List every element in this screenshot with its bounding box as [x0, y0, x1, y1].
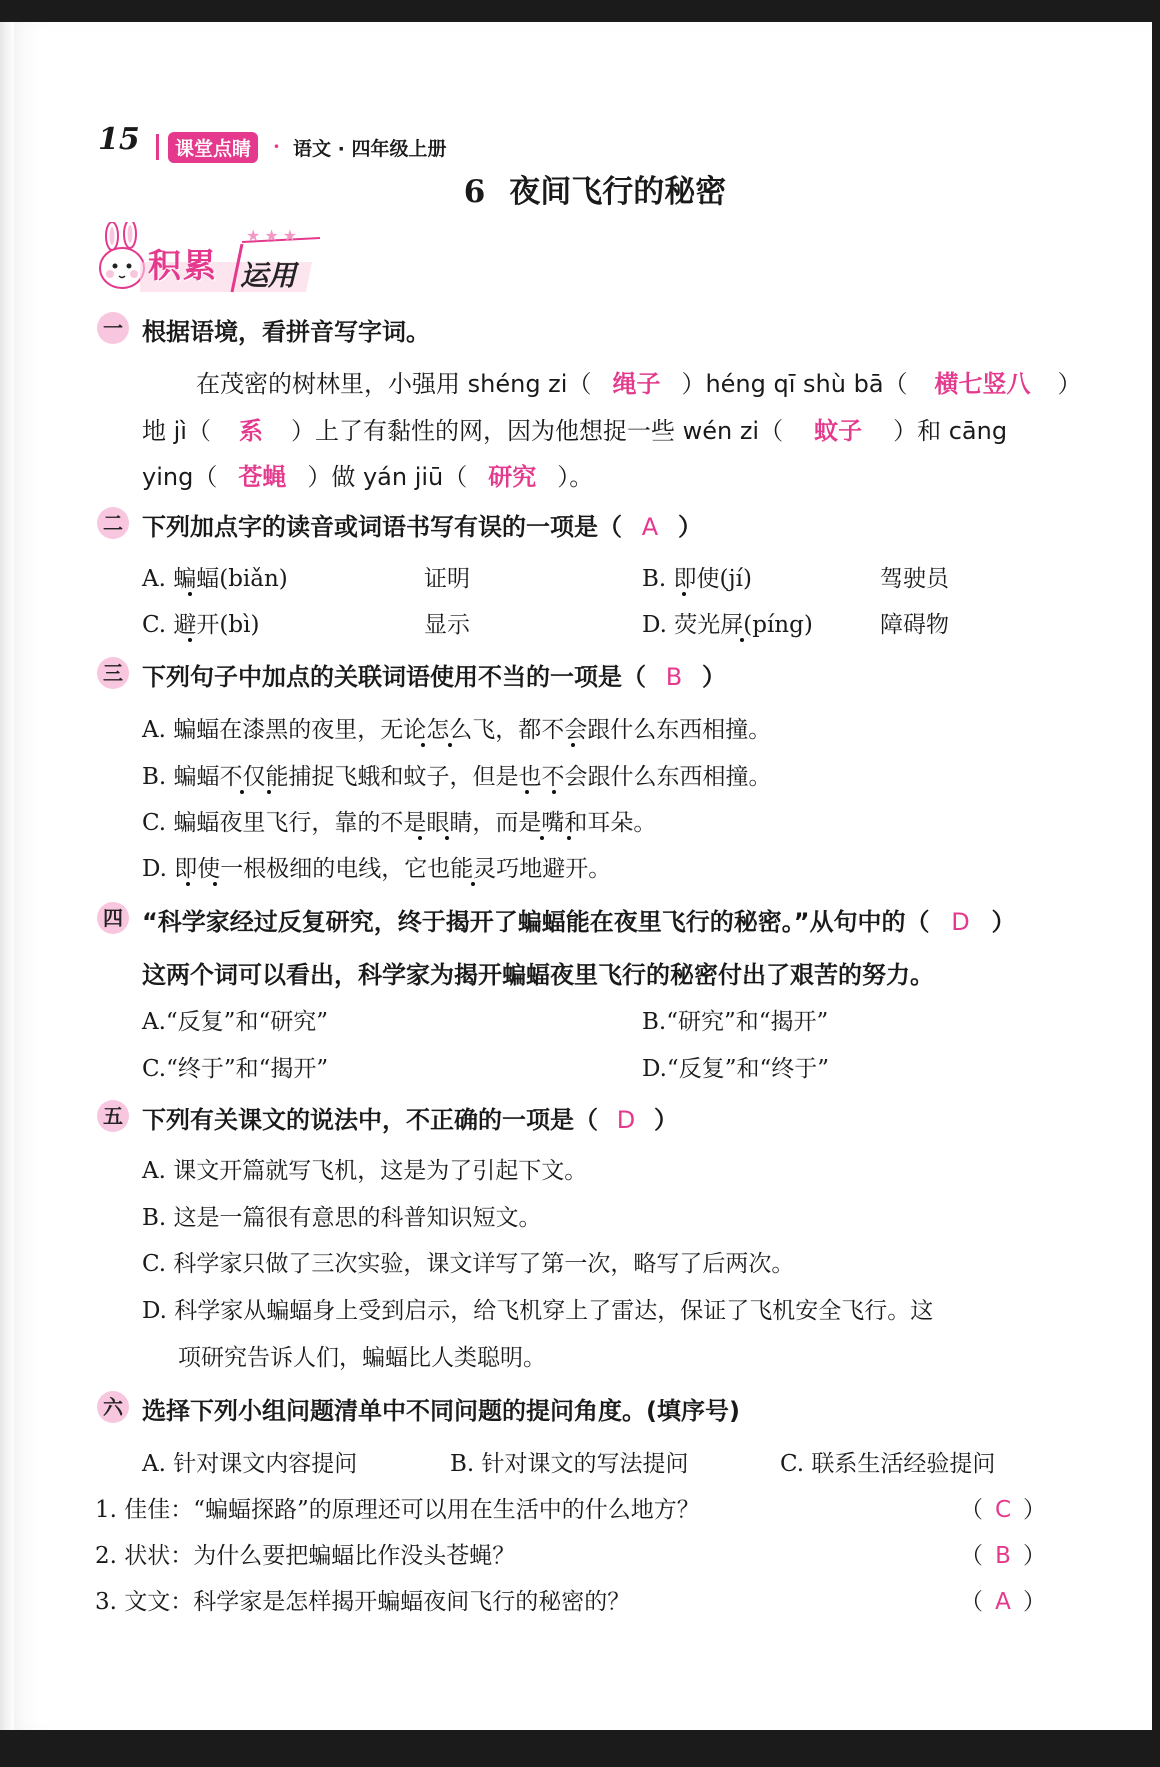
- q6-item-2-bracket: [960, 1537, 1046, 1570]
- q6-item-3-bracket: [960, 1583, 1046, 1616]
- q2-option-d: D. 荧光屏(píng): [642, 612, 813, 638]
- q1-text: ）: [1057, 370, 1082, 398]
- question-number-1: 一: [97, 312, 129, 344]
- q1-answer-3: 系: [238, 417, 263, 445]
- emphasis-dot: [540, 836, 544, 840]
- q5-title-text: 下列有关课文的说法中，不正确的一项是（: [142, 1106, 598, 1134]
- lesson-number: 6: [463, 174, 486, 210]
- q3-option-c: C. 蝙蝠夜里飞行，靠的不是眼睛，而是嘴和耳朵。: [142, 810, 657, 836]
- q2-option-c-word: 显示: [424, 612, 470, 638]
- q1-text: 地 jì（: [142, 417, 211, 445]
- q3-option-a: A. 蝙蝠在漆黑的夜里，无论怎么飞，都不会跟什么东西相撞。: [142, 717, 772, 743]
- q1-answer-4: 蚊子: [814, 417, 863, 445]
- q1-text: ）héng qī shù bā（: [681, 370, 908, 398]
- q1-text: ）和 cāng: [893, 417, 1008, 445]
- q1-text: ）。: [557, 463, 594, 491]
- q2-close: ）: [678, 513, 702, 541]
- banner-word-accumulate: 积累: [148, 246, 218, 285]
- emphasis-dot: [188, 592, 192, 596]
- emphasis-dot: [567, 836, 571, 840]
- q6-close: ）: [1023, 1589, 1046, 1615]
- q6-item-1: 1. 佳佳：“蝙蝠探路”的原理还可以用在生活中的什么地方？: [95, 1497, 700, 1523]
- emphasis-dot: [267, 790, 271, 794]
- banner-word-apply: 运用: [240, 259, 297, 292]
- emphasis-dot: [682, 592, 686, 596]
- q5-option-d: D. 科学家从蝙蝠身上受到启示，给飞机穿上了雷达，保证了飞机安全飞行。这: [142, 1298, 934, 1324]
- q6-choice-a: A. 针对课文内容提问: [142, 1451, 358, 1477]
- emphasis-dot: [421, 743, 425, 747]
- lesson-name: 夜间飞行的秘密: [509, 174, 727, 210]
- q6-open: （: [960, 1543, 983, 1569]
- q4-title-text: “科学家经过反复研究，终于揭开了蝙蝠能在夜里飞行的秘密。”从句中的（: [142, 908, 930, 936]
- q2-option-b: B. 即使(jí): [642, 566, 752, 592]
- subject-label: 语文 · 四年级上册: [293, 138, 447, 160]
- emphasis-dot: [552, 790, 556, 794]
- banner-stars: ★★★: [246, 226, 302, 245]
- q4-option-d: D.“反复”和“终于”: [642, 1056, 829, 1082]
- q1-text: 在茂密的树林里，小强用 shéng zi（: [196, 370, 592, 398]
- q6-item-2: 2. 状状：为什么要把蝙蝠比作没头苍蝇？: [95, 1543, 516, 1569]
- q1-answer-5: 苍蝇: [238, 463, 287, 491]
- q6-item-3: 3. 文文：科学家是怎样揭开蝙蝠夜间飞行的秘密的？: [95, 1589, 631, 1615]
- question-number-5: 五: [97, 1100, 129, 1132]
- q6-choice-c: C. 联系生活经验提问: [780, 1451, 996, 1477]
- q6-open: （: [960, 1497, 983, 1523]
- q1-answer-1: 绳子: [612, 370, 661, 398]
- question-title-1: 根据语境，看拼音写字词。: [142, 318, 430, 346]
- question-number-6: 六: [97, 1391, 129, 1423]
- emphasis-dot: [186, 882, 190, 886]
- q6-item-2-answer: B: [995, 1543, 1011, 1569]
- question-number-3: 三: [97, 657, 129, 689]
- emphasis-dot: [471, 882, 475, 886]
- emphasis-dot: [213, 882, 217, 886]
- emphasis-dot: [740, 638, 744, 642]
- q1-line-2: [142, 411, 1007, 446]
- emphasis-dot: [448, 743, 452, 747]
- question-number-4: 四: [97, 902, 129, 934]
- question-number-2: 二: [97, 507, 129, 539]
- q2-option-d-word: 障碍物: [880, 612, 949, 638]
- question-title-4-cont: 这两个词可以看出，科学家为揭开蝙蝠夜里飞行的秘密付出了艰苦的努力。: [142, 961, 934, 989]
- q1-answer-2: 横七竖八: [934, 370, 1031, 398]
- q4-close: ）: [991, 908, 1016, 936]
- q6-choice-b: B. 针对课文的写法提问: [450, 1451, 689, 1477]
- page-number: 15: [98, 122, 140, 157]
- q3-option-b: B. 蝙蝠不仅能捕捉飞蛾和蚊子，但是也不会跟什么东西相撞。: [142, 764, 772, 790]
- q6-close: ）: [1023, 1497, 1046, 1523]
- q1-text: ）做 yán jiū（: [307, 463, 468, 491]
- q6-open: （: [960, 1589, 983, 1615]
- emphasis-dot: [445, 836, 449, 840]
- question-title-6: 选择下列小组问题清单中不同问题的提问角度。(填序号): [142, 1397, 740, 1425]
- q3-answer: B: [665, 663, 683, 691]
- q6-close: ）: [1023, 1543, 1046, 1569]
- q5-option-b: B. 这是一篇很有意思的科普知识短文。: [142, 1205, 542, 1231]
- emphasis-dot: [571, 743, 575, 747]
- bottom-dark-strip: [0, 1730, 1160, 1767]
- q3-title-text: 下列句子中加点的关联词语使用不当的一项是（: [142, 663, 646, 691]
- question-title-4: [142, 902, 1016, 937]
- q5-option-d-cont: 项研究告诉人们，蝙蝠比人类聪明。: [178, 1345, 546, 1371]
- q1-line-3: [142, 457, 593, 492]
- q5-option-c: C. 科学家只做了三次实验，课文详写了第一次，略写了后两次。: [142, 1251, 795, 1277]
- q1-line-1: [196, 364, 1082, 399]
- emphasis-dot: [240, 790, 244, 794]
- question-title-2: [142, 507, 702, 542]
- q6-item-1-bracket: [960, 1491, 1046, 1524]
- q4-answer: D: [951, 908, 970, 936]
- emphasis-dot: [188, 638, 192, 642]
- series-tag: 课堂点睛: [168, 132, 258, 163]
- q2-option-a: A. 蝙蝠(biǎn): [142, 566, 288, 592]
- question-title-5: [142, 1100, 678, 1135]
- page-edge-shadow: [0, 22, 14, 1730]
- q5-answer: D: [616, 1106, 636, 1134]
- q2-option-b-word: 驾驶员: [880, 566, 949, 592]
- q1-answer-6: 研究: [488, 463, 537, 491]
- q6-item-1-answer: C: [994, 1497, 1012, 1523]
- q1-text: ）上了有黏性的网，因为他想捉一些 wén zi（: [290, 417, 784, 445]
- emphasis-dot: [525, 790, 529, 794]
- q2-option-c: C. 避开(bì): [142, 612, 260, 638]
- q2-title-text: 下列加点字的读音或词语书写有误的一项是（: [142, 513, 622, 541]
- q3-option-d: D. 即使一根极细的电线，它也能灵巧地避开。: [142, 856, 612, 882]
- q6-item-3-answer: A: [995, 1589, 1011, 1615]
- q5-option-a: A. 课文开篇就写飞机，这是为了引起下文。: [142, 1158, 588, 1184]
- header-separator: ·: [273, 134, 280, 158]
- q5-close: ）: [654, 1106, 678, 1134]
- q4-option-b: B.“研究”和“揭开”: [642, 1009, 829, 1035]
- q2-answer: A: [641, 513, 659, 541]
- q1-text: ying（: [142, 463, 218, 491]
- q4-option-a: A.“反复”和“研究”: [142, 1009, 328, 1035]
- emphasis-dot: [418, 836, 422, 840]
- question-title-3: [142, 657, 726, 692]
- q4-option-c: C.“终于”和“揭开”: [142, 1056, 329, 1082]
- q3-close: ）: [702, 663, 726, 691]
- lesson-title: [0, 166, 1160, 211]
- q2-option-a-word: 证明: [424, 566, 470, 592]
- header-divider: [156, 134, 159, 160]
